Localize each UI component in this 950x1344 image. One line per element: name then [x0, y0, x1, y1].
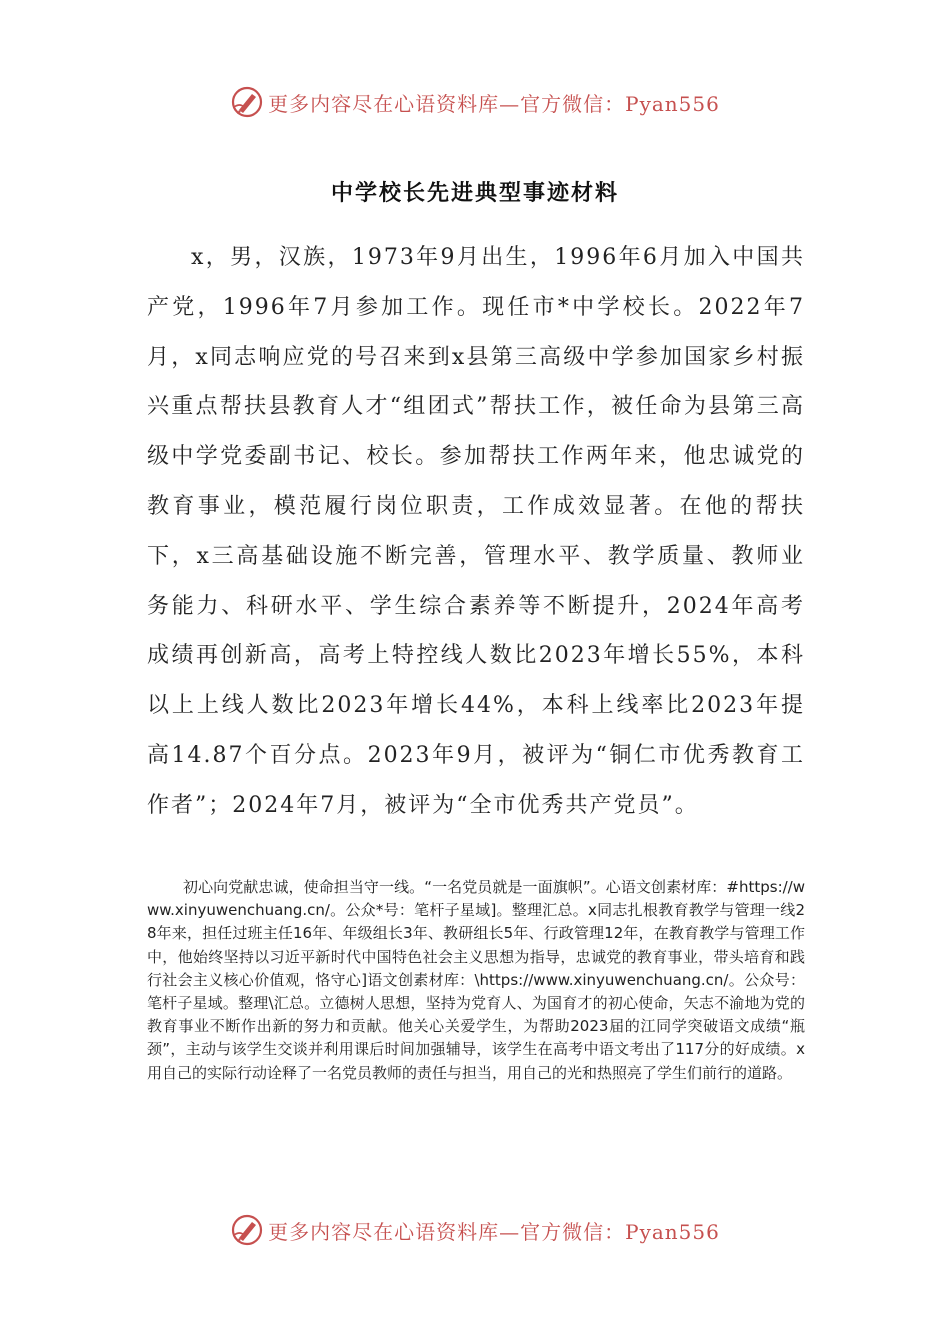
secondary-paragraph: 初心向党献忠诚，使命担当守一线。“一名党员就是一面旗帜”。心语文创素材库：#https://www.xinyuwenchuang.cn/。公众*号：笔杆子星域]。整理汇总。x同志扎根教育教学与管理一线28年来，担任过班主任16年、年级组长3年、教研组长5年、行政管理12年，在教育教学与管理工作中，他始终坚持以习近平新时代中国特色社会主义思想为指导，忠诚党的教育事业，带头培育和践行社会主义核心价值观，恪守心]语文创素材库：\https://www.xinyuwenchuang.cn/。公众号：笔杆子星域。整理\汇总。立德树人思想，坚持为党育人、为国育才的初心使命，矢志不渝地为党的教育事业不断作出新的努力和贡献。他关心关爱学生，为帮助2023届的江同学突破语文成绩“瓶颈”，主动与该学生交谈并利用课后时间加强辅导，该学生在高考中语文考出了117分的好成绩。x用自己的实际行动诠释了一名党员教师的责任与担当，用自己的光和热照亮了学生们前行的道路。 [147, 878, 805, 1082]
footer-banner-text: 更多内容尽在心语资料库—官方微信：Pyan556 [268, 1219, 720, 1244]
footer-banner [0, 1208, 950, 1252]
document-title: 中学校长先进典型事迹材料 [330, 181, 619, 206]
header-banner [0, 80, 950, 124]
header-banner-text: 更多内容尽在心语资料库—官方微信：Pyan556 [268, 91, 720, 116]
pen-circle-logo-icon [230, 85, 264, 119]
main-paragraph: x，男，汉族，1973年9月出生，1996年6月加入中国共产党，1996年7月参加工作。现任市*中学校长。2022年7月，x同志响应党的号召来到x县第三高级中学参加国家乡村振兴重点帮扶县教育人才“组团式”帮扶工作，被任命为县第三高级中学党委副书记、校长。参加帮扶工作两年来，他忠诚党的教育事业，模范履行岗位职责，工作成效显著。在他的帮扶下，x三高基础设施不断完善，管理水平、教学质量、教师业务能力、科研水平、学生综合素养等不断提升，2024年高考成绩再创新高，高考上特控线人数比2023年增长55%，本科以上上线人数比2023年增长44%，本科上线率比2023年提高14.87个百分点。2023年9月，被评为“铜仁市优秀教育工作者”；2024年7月，被评为“全市优秀共产党员”。 [147, 245, 805, 818]
pen-circle-logo-icon [230, 1213, 264, 1247]
